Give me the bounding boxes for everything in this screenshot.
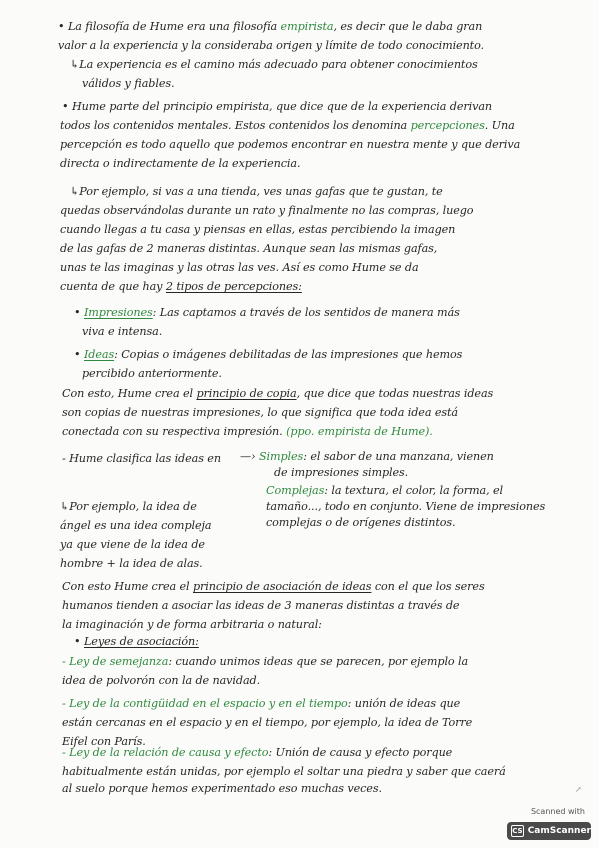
text-line: cuando llegas a tu casa y piensas en ellas, estas percibiendo la imagen [60, 223, 456, 236]
text-line: al suelo porque hemos experimentado eso muchas veces. [62, 782, 382, 795]
text-line: tamaño..., todo en conjunto. Viene de impresiones [266, 500, 546, 513]
text-line: Eifel con París. [62, 735, 146, 748]
underlined-tipos: 2 tipos de percepciones: [165, 280, 302, 293]
text-line: valor a la experiencia y la consideraba origen y límite de todo conocimiento. [58, 39, 484, 52]
text-line: viva e intensa. [82, 325, 163, 338]
label-simples: Simples [258, 450, 304, 463]
camscanner-logo [507, 822, 591, 840]
page-corner-mark: ↗ [575, 785, 582, 794]
scanned-with-label: Scanned with [530, 807, 585, 816]
camscanner-watermark [507, 806, 591, 840]
text-line: de las gafas de 2 maneras distintas. Aunque sean las mismas gafas, [60, 242, 438, 255]
text-line: complejas o de orígenes distintos. [266, 516, 456, 529]
text-line: hombre + la idea de alas. [60, 557, 203, 570]
text-line: directa o indirectamente de la experiencia. [60, 157, 301, 170]
leyes-title: • Leyes de asociación: [74, 635, 199, 648]
item-impresiones: • Impresiones: Las captamos a través de los sentidos de manera más [74, 306, 460, 319]
text-line: ya que viene de la idea de [60, 538, 205, 551]
text-line: todos los contenidos mentales. Estos contenidos los denomina percepciones. Una [60, 119, 515, 132]
label-ley-contiguidad: - Ley de la contigüidad en el espacio y en el tiempo [62, 697, 348, 710]
text-line: la imaginación y de forma arbitraria o natural: [62, 618, 322, 631]
text-line: ↳La experiencia es el camino más adecuado para obtener conocimientos [70, 58, 478, 71]
text-line: • La filosofía de Hume era una filosofía empirista, es decir que le daba gran [58, 20, 483, 33]
text-line: válidos y fiables. [82, 77, 175, 90]
arrow-icon: —› [240, 450, 256, 463]
text-line: cuenta de que hay 2 tipos de percepciones: [60, 280, 302, 293]
text-line: Con esto, Hume crea el principio de copia, que dice que todas nuestras ideas [62, 387, 494, 400]
underlined-principio-copia: principio de copia [196, 387, 297, 400]
label-ley-causa: - Ley de la relación de causa y efecto [62, 746, 269, 759]
text-line: quedas observándolas durante un rato y finalmente no las compras, luego [60, 204, 474, 217]
text-line: habitualmente están unidas, por ejemplo el soltar una piedra y saber que caerá [62, 765, 506, 778]
text-line: percibido anteriormente. [82, 367, 222, 380]
label-ideas: Ideas [83, 348, 115, 361]
item-ideas: • Ideas: Copias o imágenes debilitadas de las impresiones que hemos [74, 348, 463, 361]
text-line: ↳Por ejemplo, si vas a una tienda, ves unas gafas que te gustan, te [70, 185, 443, 198]
underlined-leyes: Leyes de asociación: [83, 635, 199, 648]
text-line: ↳Por ejemplo, la idea de [60, 500, 197, 513]
text-line: están cercanas en el espacio y en el tiempo, por ejemplo, la idea de Torre [62, 716, 473, 729]
label-complejas: Complejas [266, 484, 325, 497]
label-impresiones: Impresiones [83, 306, 153, 319]
text-line: unas te las imaginas y las otras las ves. Así es como Hume se da [60, 261, 419, 274]
text-line: • Hume parte del principio empirista, que dice que de la experiencia derivan [62, 100, 493, 113]
item-ley-causa: - Ley de la relación de causa y efecto: Unión de causa y efecto porque [62, 746, 453, 759]
camscanner-icon: CS [512, 827, 523, 835]
text-line: idea de polvorón con la de navidad. [62, 674, 261, 687]
item-simples: —› Simples: el sabor de una manzana, vienen [240, 450, 494, 463]
text-line: son copias de nuestras impresiones, lo que significa que toda idea está [62, 406, 458, 419]
item-ley-contiguidad: - Ley de la contigüidad en el espacio y en el tiempo: unión de ideas que [62, 697, 461, 710]
text-line: Con esto Hume crea el principio de asociación de ideas con el que los seres [62, 580, 485, 593]
underlined-principio-asociacion: principio de asociación de ideas [192, 580, 372, 593]
item-ley-semejanza: - Ley de semejanza: cuando unimos ideas que se parecen, por ejemplo la [62, 655, 469, 668]
text-line: ángel es una idea compleja [60, 519, 212, 532]
text-line: conectada con su respectiva impresión. (ppo. empirista de Hume). [62, 425, 433, 438]
camscanner-text: CamScanner [527, 826, 591, 836]
text-line: percepción es todo aquello que podemos encontrar en nuestra mente y que deriva [60, 138, 521, 151]
highlight-percepciones: percepciones [410, 119, 485, 132]
highlight-empirista: empirista [280, 20, 334, 33]
note-ppo-empirista: (ppo. empirista de Hume). [286, 425, 433, 438]
text-line: humanos tienden a asociar las ideas de 3 maneras distintas a través de [62, 599, 460, 612]
item-complejas: Complejas: la textura, el color, la forma, el [266, 484, 503, 497]
text-line: de impresiones simples. [274, 466, 409, 479]
clasif-lead: - Hume clasifica las ideas en [62, 452, 221, 465]
label-ley-semejanza: - Ley de semejanza [62, 655, 169, 668]
